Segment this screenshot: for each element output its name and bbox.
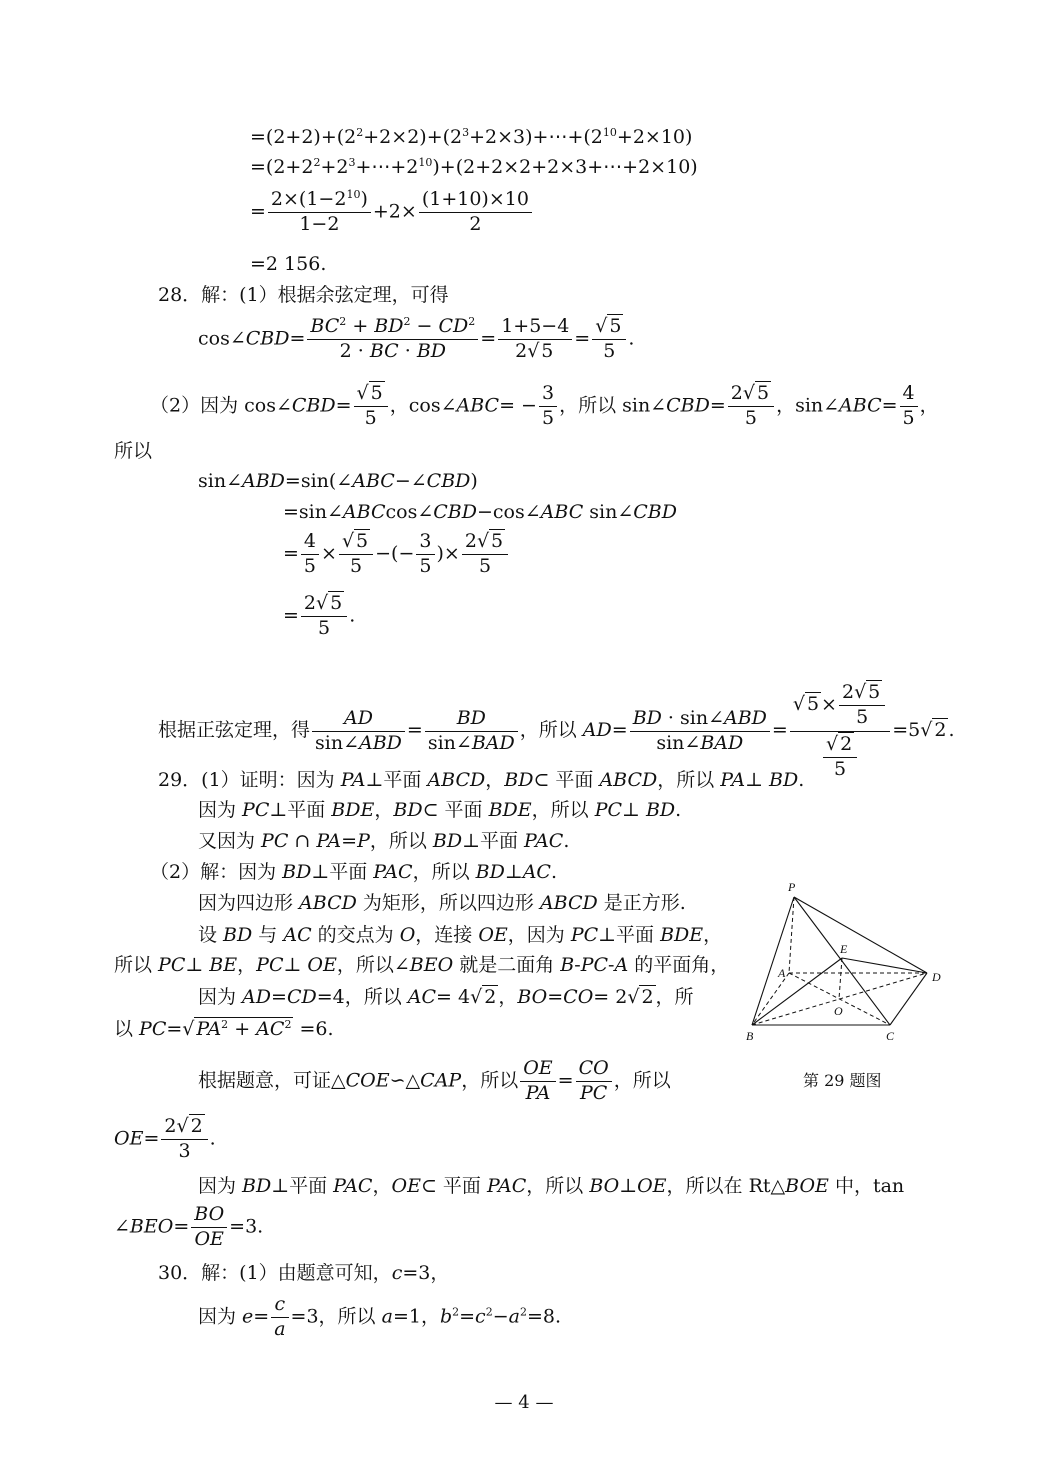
q29-line-2: 因为 PC⊥平面 BDE，BD⊂ 平面 BDE，所以 PC⊥ BD. <box>198 799 682 821</box>
q29-line-3: 又因为 PC ∩ PA=P，所以 BD⊥平面 PAC. <box>198 830 570 852</box>
q29-line-13: ∠BEO= $\frac{BO}{OE}$ =3. <box>114 1203 264 1250</box>
q29-line-1: 29．(1）证明：因为 PA⊥平面 ABCD，BD⊂ 平面 ABCD，所以 PA⊥ BD. <box>158 769 805 791</box>
sin-expand-line: =sin∠ABCcos∠CBD−cos∠ABC sin∠CBD <box>283 501 677 523</box>
q29-line-12: 因为 BD⊥平面 PAC，OE⊂ 平面 PAC，所以 BO⊥OE，所以在 Rt△BOE 中，tan <box>198 1175 905 1197</box>
edge-PB <box>752 897 794 1025</box>
q29-line-4: （2）解：因为 BD⊥平面 PAC，所以 BD⊥AC. <box>150 861 558 883</box>
sine-law-line: 根据正弦定理，得 $\frac{AD}{\text{sin∠ABD}}$ = $\frac{BD}{\text{sin∠BAD}}$ ，所以 AD= $\frac{\text{BD · sin∠ABD}}{\text{sin∠BAD}}$ = √ 5 × $\frac{2√ 5}{5}$ $\frac{√ 2}{5}$ =5√ 2 . <box>158 681 955 780</box>
sin-result-line: = $\frac{2√ 5}{5}$ . <box>283 592 356 639</box>
label-A: A <box>778 966 786 980</box>
sin-numeric-line: = $\frac{4}{5}$ × $\frac{√ 5}{5}$ −(− $\frac{3}{5}$ )× $\frac{2√ 5}{5}$ <box>283 530 510 579</box>
edge-CD <box>890 973 927 1025</box>
q30-line-2: 因为 e= $\frac{c}{a}$ =3，所以 a=1，$b^2=c^2-a^2=8$. <box>198 1293 562 1340</box>
eq-line-2: $=(2+2^2+2^3+\cdots+2^{10})+(2+2\times 2+2\times 3+\cdots+2\times 10)$ <box>250 156 698 178</box>
q29-line-10: 根据题意，可证△COE∽△CAP，所以 $\frac{OE}{PA}$ = $\frac{CO}{PC}$ ，所以 <box>198 1057 671 1104</box>
q29-line-6: 设 BD 与 AC 的交点为 O，连接 OE，因为 PC⊥平面 BDE， <box>198 924 723 946</box>
q29-line-5: 因为四边形 ABCD 为矩形，所以四边形 ABCD 是正方形. <box>198 892 686 914</box>
label-O: O <box>834 1004 843 1018</box>
q28-title: 28．解：(1）根据余弦定理，可得 <box>158 284 449 306</box>
q28-cos-formula: cos∠CBD= $\frac{BC^2 + BD^2 - CD^2}{2 \cdot BC \cdot BD}$ = $\frac{1+5-4}{2√ 5}$ = $\frac{√ 5}{5}$ . <box>198 315 635 362</box>
label-D: D <box>932 970 941 984</box>
edge-AB <box>752 973 789 1025</box>
label-C: C <box>886 1029 895 1043</box>
edge-EO <box>839 958 842 999</box>
sin-abd-line: sin∠ABD=sin(∠ABC−∠CBD) <box>198 470 478 492</box>
pyramid-figure <box>742 875 952 1055</box>
q29-line-9: 以 PC=√ $PA^2 + AC^2 =6$. <box>114 1018 334 1040</box>
q29-line-7: 所以 PC⊥ BE，PC⊥ OE，所以∠BEO 就是二面角 B-PC-A 的平面角， <box>114 954 730 976</box>
eq-line-1: $=(2+2)+(2^2+2\times 2)+(2^3+2\times 3)+\cdots+(2^{10}+2\times 10)$ <box>250 126 693 148</box>
eq-line-3: = $\frac{2\times(1-2^{10})}{1-2}$ +2× $\frac{(1+10)\times 10}{2}$ <box>250 188 534 237</box>
q28-part2: （2）因为 cos∠CBD= $\frac{√ 5}{5}$ ，cos∠ABC= − $\frac{3}{5}$ ，所以 sin∠CBD= $\frac{2√ 5}{5}$ ，sin∠ABC= $\frac{4}{5}$ ， <box>150 382 939 429</box>
q29-line-8: 因为 AD=CD=4，所以 AC= 4√ 2 ，BO=CO= 2√ 2 ，所 <box>198 986 694 1008</box>
label-P: P <box>788 880 796 894</box>
edge-BE <box>752 958 842 1025</box>
q29-line-11: OE= $\frac{2√ 2}{3}$ . <box>114 1115 216 1162</box>
so-text: 所以 <box>114 440 153 462</box>
q30-line-1: 30．解：(1）由题意可知，c=3， <box>158 1262 450 1284</box>
label-E: E <box>840 942 848 956</box>
figure-caption: 第 29 题图 <box>803 1071 882 1090</box>
eq-line-4: =2 156. <box>250 253 327 275</box>
page-number: — 4 — <box>494 1392 554 1413</box>
label-B: B <box>746 1029 754 1043</box>
